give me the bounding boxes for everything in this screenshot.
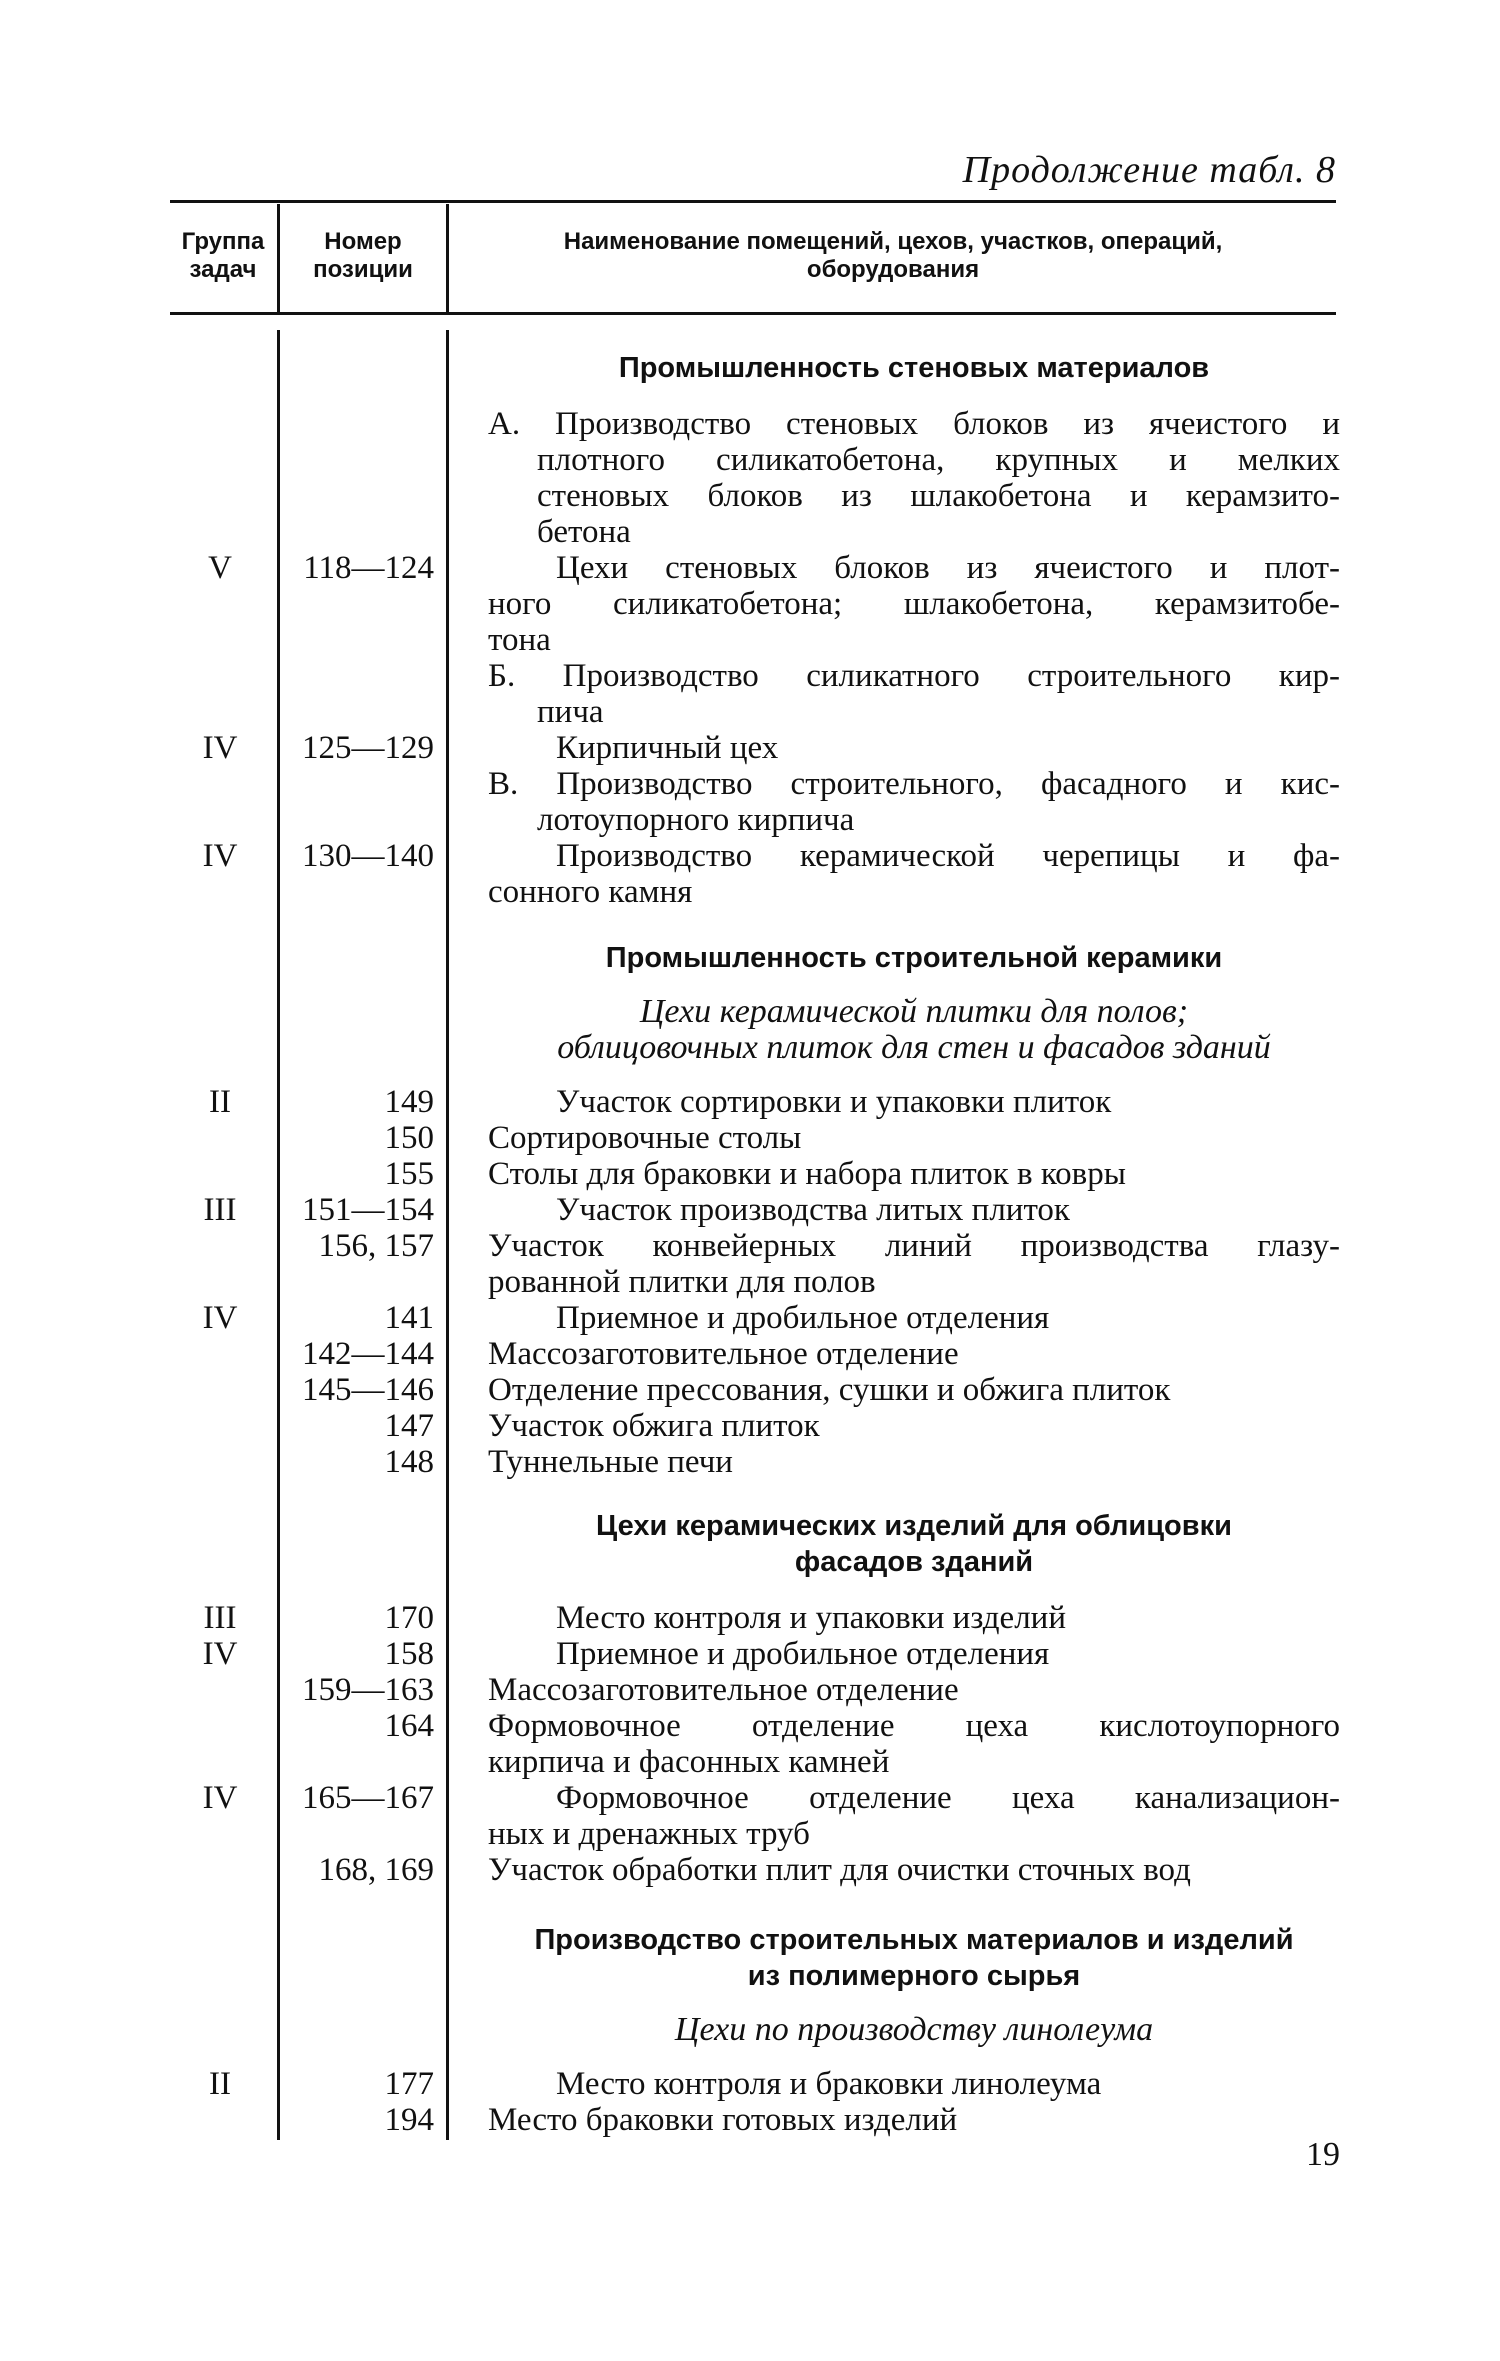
subsection-b-line1: Б. Производство силикатного строительного кир- (488, 658, 1340, 694)
header-col-separator-2 (446, 204, 449, 312)
description-line: Сортировочные столы (488, 1120, 802, 1156)
position-cell: 148 (384, 1444, 434, 1480)
position-cell: 150 (384, 1120, 434, 1156)
section-subtitle-linoleum: Цехи по производству линолеума (674, 2011, 1154, 2048)
description-line: Кирпичный цех (556, 730, 779, 766)
position-cell: 164 (384, 1708, 434, 1744)
position-cell: 145—146 (302, 1372, 434, 1408)
section-title-polymer-line1: Производство строительных материалов и изделий (534, 1924, 1294, 1956)
section-title-wall-materials: Промышленность стеновых материалов (618, 352, 1210, 384)
group-cell: IV (202, 1780, 238, 1816)
description-line: Участок производства литых плиток (556, 1192, 1070, 1228)
group-cell: V (208, 550, 232, 586)
description-line: Формовочное отделение цеха кислотоупорного (488, 1708, 1340, 1744)
section-title-polymer-line2: из полимерного сырья (747, 1960, 1081, 1992)
description-line: сонного камня (488, 874, 693, 910)
group-cell: IV (202, 730, 238, 766)
group-cell: II (209, 1084, 231, 1120)
position-cell: 118—124 (303, 550, 434, 586)
position-cell: 142—144 (302, 1336, 434, 1372)
description-line: Место контроля и браковки линолеума (556, 2066, 1102, 2102)
section-title-facade-ceramics-line1: Цехи керамических изделий для облицовки (596, 1510, 1232, 1542)
section-subtitle-line1: Цехи керамической плитки для полов; (639, 993, 1189, 1030)
description-line: Участок конвейерных линий производства глазу- (488, 1228, 1340, 1264)
description-line: тона (488, 622, 551, 658)
group-cell: III (203, 1192, 237, 1228)
description-line: Цехи стеновых блоков из ячеистого и плот- (556, 550, 1340, 586)
header-name: Наименование помещений, цехов, участков, операций, оборудования (563, 228, 1223, 283)
table-caption: Продолжение табл. 8 (962, 149, 1336, 191)
group-cell: IV (202, 838, 238, 874)
subsection-a-line2: плотного силикатобетона, крупных и мелких (537, 442, 1340, 478)
position-cell: 149 (384, 1084, 434, 1120)
position-cell: 168, 169 (318, 1852, 434, 1888)
section-title-building-ceramics: Промышленность строительной керамики (605, 942, 1223, 974)
description-line: Место браковки готовых изделий (488, 2102, 958, 2138)
description-line: Приемное и дробильное отделения (556, 1300, 1050, 1336)
description-line: рованной плитки для полов (488, 1264, 876, 1300)
position-cell: 156, 157 (318, 1228, 434, 1264)
description-line: Участок сортировки и упаковки плиток (556, 1084, 1112, 1120)
section-title-facade-ceramics-line2: фасадов зданий (794, 1546, 1034, 1578)
position-cell: 155 (384, 1156, 434, 1192)
description-line: Формовочное отделение цеха канализацион- (556, 1780, 1340, 1816)
header-group: Группа задач (181, 228, 265, 283)
subsection-a-line3: стеновых блоков из шлакобетона и керамзито- (537, 478, 1340, 514)
header-position: Номер позиции (313, 228, 413, 283)
position-cell: 125—129 (302, 730, 434, 766)
position-cell: 151—154 (302, 1192, 434, 1228)
position-cell: 159—163 (302, 1672, 434, 1708)
position-cell: 147 (384, 1408, 434, 1444)
section-subtitle-line2: облицовочных плиток для стен и фасадов зданий (557, 1029, 1271, 1066)
description-line: Туннельные печи (488, 1444, 733, 1480)
position-cell: 165—167 (302, 1780, 434, 1816)
group-cell: III (203, 1600, 237, 1636)
group-cell: IV (202, 1300, 238, 1336)
description-line: Приемное и дробильное отделения (556, 1636, 1050, 1672)
description-line: Участок обжига плиток (488, 1408, 820, 1444)
description-line: Массозаготовительное отделение (488, 1336, 959, 1372)
description-line: Место контроля и упаковки изделий (556, 1600, 1066, 1636)
body-col-separator-1 (277, 330, 280, 2140)
subsection-v-line1: В. Производство строительного, фасадного и кис- (488, 766, 1340, 802)
description-line: Производство керамической черепицы и фа- (556, 838, 1340, 874)
subsection-a-line1: А. Производство стеновых блоков из ячеистого и (488, 406, 1340, 442)
description-line: Массозаготовительное отделение (488, 1672, 959, 1708)
header-bottom-rule (170, 312, 1336, 315)
description-line: Столы для браковки и набора плиток в ковры (488, 1156, 1126, 1192)
body-col-separator-2 (446, 330, 449, 2140)
description-line: ных и дренажных труб (488, 1816, 810, 1852)
description-line: Участок обработки плит для очистки сточных вод (488, 1852, 1191, 1888)
description-line: кирпича и фасонных камней (488, 1744, 890, 1780)
position-cell: 170 (384, 1600, 434, 1636)
description-line: ного силикатобетона; шлакобетона, керамзитобе- (488, 586, 1340, 622)
position-cell: 177 (384, 2066, 434, 2102)
position-cell: 130—140 (302, 838, 434, 874)
subsection-a-line4: бетона (537, 514, 631, 550)
subsection-b-line2: пича (537, 694, 604, 730)
subsection-v-line2: лотоупорного кирпича (537, 802, 855, 838)
position-cell: 158 (384, 1636, 434, 1672)
position-cell: 141 (384, 1300, 434, 1336)
group-cell: IV (202, 1636, 238, 1672)
position-cell: 194 (384, 2102, 434, 2138)
group-cell: II (209, 2066, 231, 2102)
description-line: Отделение прессования, сушки и обжига плиток (488, 1372, 1171, 1408)
page-number: 19 (1306, 2136, 1340, 2173)
table-top-rule (170, 200, 1336, 203)
